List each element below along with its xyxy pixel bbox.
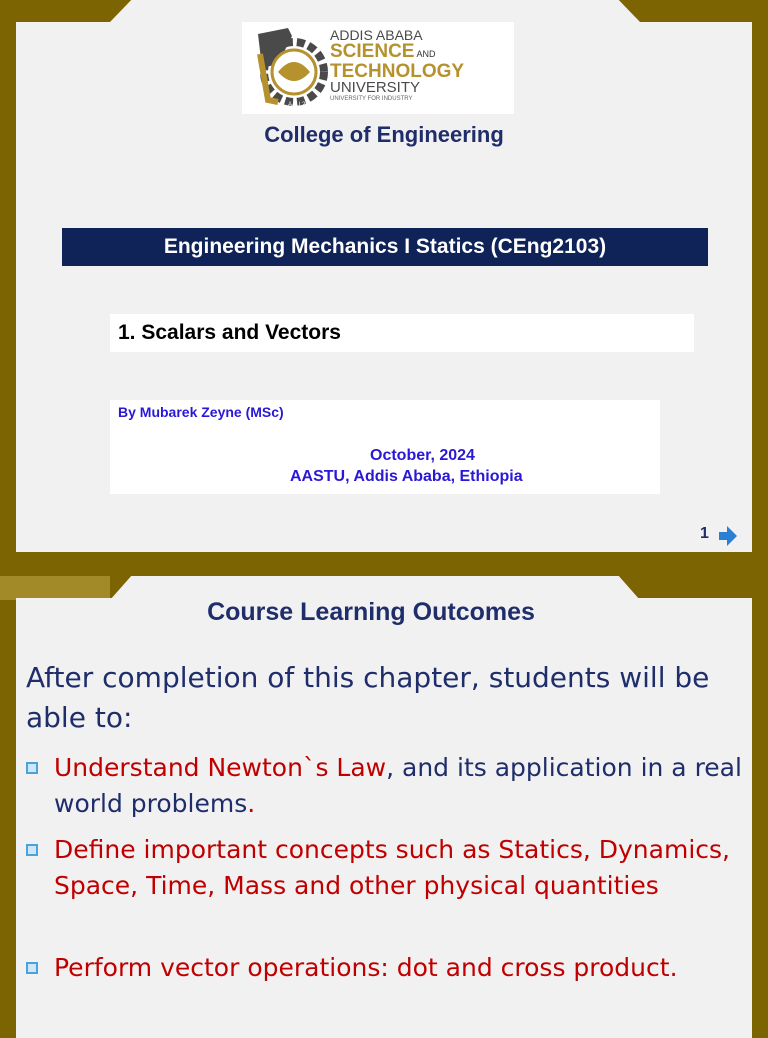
author-name: By Mubarek Zeyne (MSc): [118, 404, 284, 420]
checkbox-bullet-icon: [26, 762, 38, 774]
chapter-title: 1. Scalars and Vectors: [110, 314, 694, 352]
gear-emblem-icon: [248, 24, 332, 112]
outcome-item: [26, 750, 746, 822]
outcomes-title: Course Learning Outcomes: [207, 598, 535, 626]
logo-tagline: UNIVERSITY FOR INDUSTRY: [330, 96, 413, 102]
author-info-box: [110, 400, 660, 494]
checkbox-bullet-icon: [26, 962, 38, 974]
next-arrow-icon[interactable]: [717, 524, 739, 548]
slide2-top-tab: [110, 576, 640, 600]
presentation-date: October, 2024: [370, 447, 475, 464]
slide-2: [16, 598, 752, 1038]
university-logo: [242, 22, 514, 114]
outcome-1-period: .: [247, 789, 256, 818]
logo-line-addis: ADDIS ABABA: [330, 27, 423, 43]
logo-line-science: SCIENCE: [330, 41, 415, 62]
slide1-top-tab: [110, 0, 640, 22]
logo-line-technology: TECHNOLOGY: [330, 61, 465, 82]
emblem-text: AAU 2011: [288, 102, 315, 108]
college-title: College of Engineering: [264, 122, 504, 147]
course-title-bar: Engineering Mechanics I Statics (CEng2103): [62, 228, 708, 266]
outcome-item: [26, 950, 746, 986]
page-number: 1: [700, 525, 709, 542]
slide2-left-tab: [0, 576, 110, 600]
presentation-place: AASTU, Addis Ababa, Ethiopia: [290, 468, 523, 485]
outcome-item: [26, 832, 746, 904]
logo-line-and: AND: [416, 49, 436, 59]
outcome-3-text: Perform vector operations: dot and cross product.: [54, 953, 678, 982]
logo-wordmark: [330, 28, 464, 103]
slide-1: [16, 22, 752, 552]
outcome-1-highlight: Understand Newton`s Law: [54, 753, 387, 782]
checkbox-bullet-icon: [26, 844, 38, 856]
outcome-2-text: Define important concepts such as Statics, Dynamics, Space, Time, Mass and other physical quantities: [54, 835, 730, 900]
outcome-1-rest: , and its application in a real world problems: [54, 753, 742, 818]
logo-line-university: UNIVERSITY: [330, 79, 421, 96]
outcomes-intro: After completion of this chapter, students will be able to:: [26, 661, 710, 734]
